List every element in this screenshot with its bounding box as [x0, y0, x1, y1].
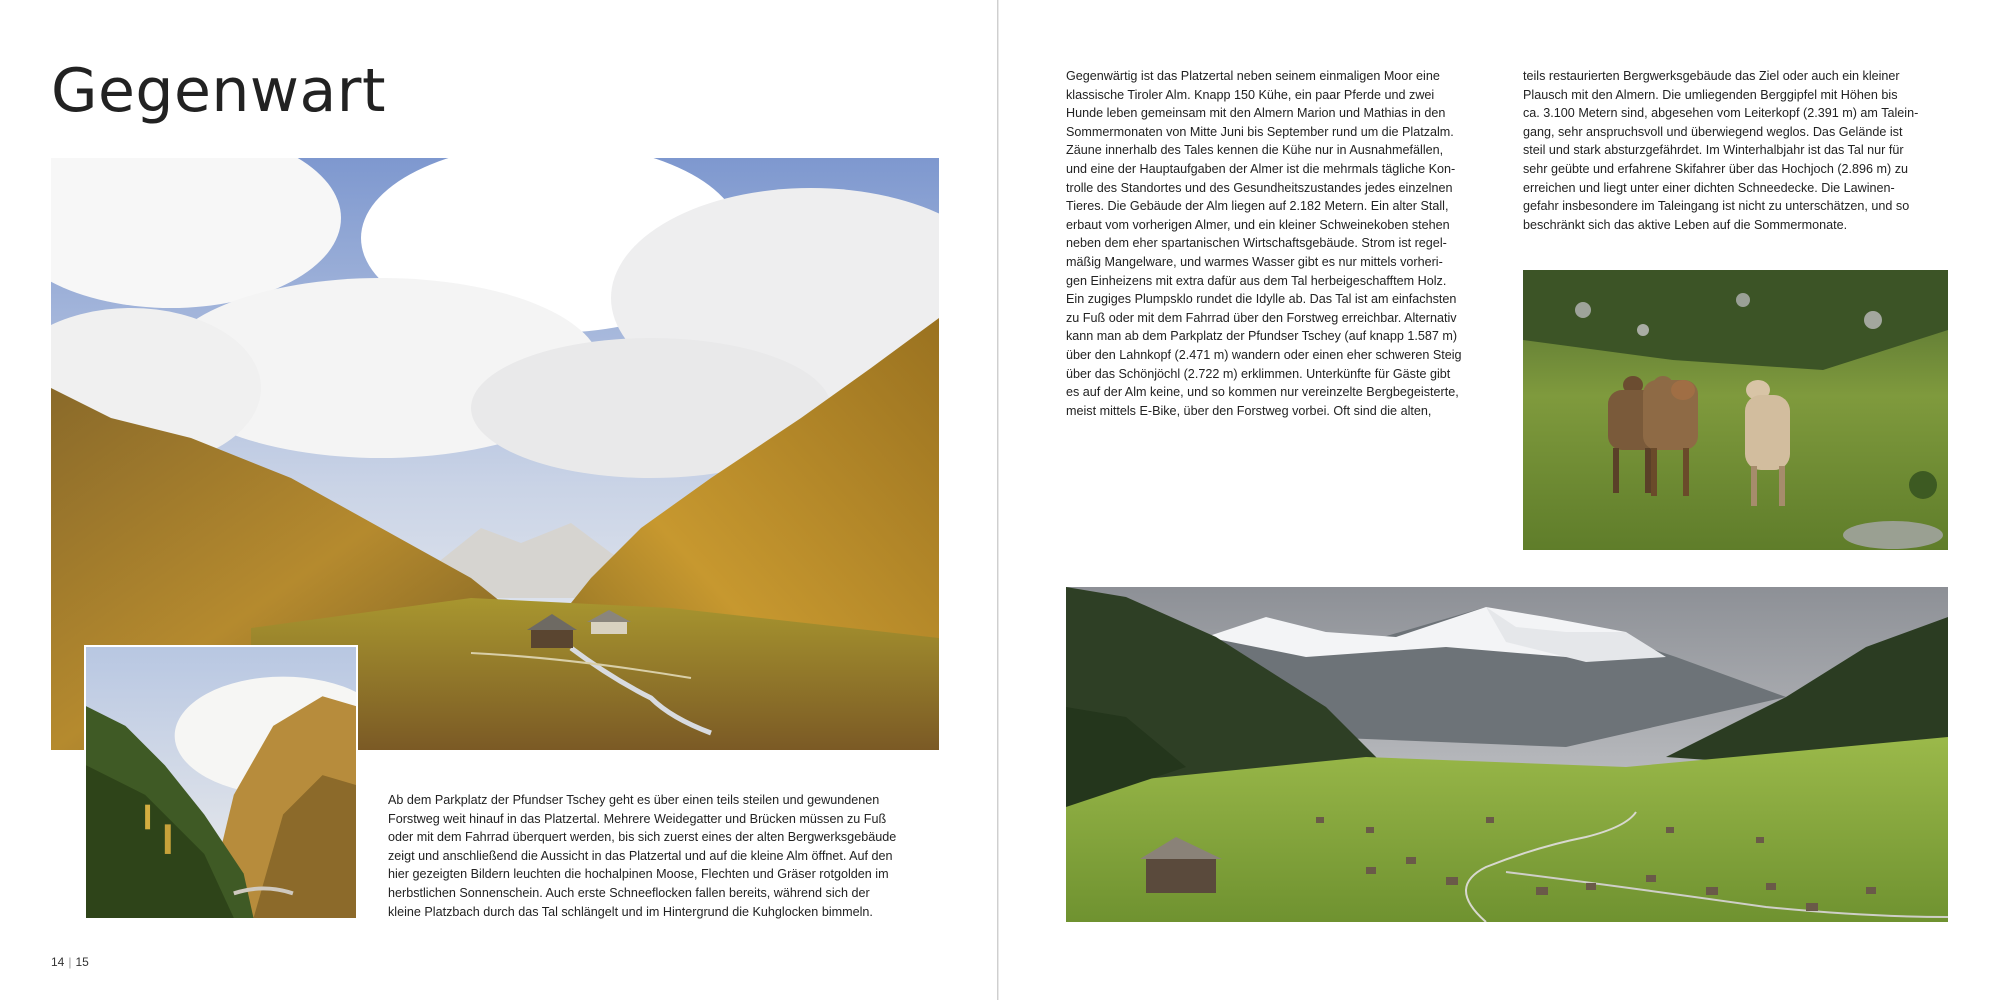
body-line: beschränkt sich das aktive Leben auf die Sommermonate.: [1523, 217, 1848, 232]
inset-photo: [84, 645, 358, 920]
body-line: erbaut vom vorherigen Almer, und ein kleiner Schweinekoben stehen: [1066, 217, 1450, 232]
body-line: trolle des Standortes und des Gesundheitszustandes jedes einzelnen: [1066, 180, 1453, 195]
body-line: über das Schönjöchl (2.722 m) erklimmen. Unterkünfte für Gäste gibt: [1066, 366, 1451, 381]
cows-photo: [1523, 270, 1948, 550]
body-line: steil und stark absturzgefährdet. Im Winterhalbjahr ist das Tal nur für: [1523, 143, 1904, 158]
body-line: ca. 3.100 Metern sind, abgesehen vom Leiterkopf (2.391 m) am Talein-: [1523, 106, 1919, 121]
body-line: Gegenwärtig ist das Platzertal neben seinem einmaligen Moor eine: [1066, 69, 1440, 83]
body-line: Tieres. Die Gebäude der Alm liegen auf 2.182 Metern. Ein alter Stall,: [1066, 199, 1449, 214]
body-line: sehr geübte und erfahrene Skifahrer über das Hochjoch (2.896 m) zu: [1523, 161, 1909, 176]
body-line: teils restaurierten Bergwerksgebäude das Ziel oder auch ein kleiner: [1523, 69, 1900, 83]
body-line: Ein zugiges Plumpsklo rundet die Idylle ab. Das Tal ist am einfachsten: [1066, 292, 1457, 307]
left-caption: [388, 791, 948, 921]
alm-photo: [1066, 587, 1948, 922]
body-line: neben dem eher spartanischen Wirtschaftsgebäude. Strom ist regel-: [1066, 236, 1447, 251]
body-line: kann man ab dem Parkplatz der Pfundser Tschey (auf knapp 1.587 m): [1066, 329, 1458, 344]
page-numbers: [51, 955, 89, 969]
left-caption-line: oder mit dem Fahrrad überquert werden, bis sich zuerst eines der alten Bergwerksgebäude: [388, 830, 897, 845]
left-caption-line: kleine Platzbach durch das Tal schlängelt und im Hintergrund die Kuhglocken bimmeln.: [388, 904, 873, 919]
body-line: meist mittels E-Bike, über den Forstweg vorbei. Oft sind die alten,: [1066, 403, 1432, 418]
folio-separator: |: [68, 955, 72, 969]
left-caption-line: Forstweg weit hinauf in das Platzertal. Mehrere Weidegatter und Brücken müssen zu Fuß: [388, 811, 887, 826]
body-line: gefahr insbesondere im Taleingang ist nicht zu unterschätzen, und so: [1523, 199, 1910, 214]
body-line: Sommermonaten von Mitte Juni bis September rund um die Platzalm.: [1066, 124, 1454, 139]
right-page: [999, 0, 1999, 1000]
body-line: erreichen und liegt unter einer dichten Schneedecke. Die Lawinen-: [1523, 180, 1895, 195]
body-line: mäßig Mangelware, und warmes Wasser gibt es nur mittels vorheri-: [1066, 254, 1443, 269]
left-caption-line: hier gezeigten Bildern leuchten die hochalpinen Moose, Flechten und Gräser rotgolden im: [388, 867, 889, 882]
body-line: es auf der Alm keine, und so kommen nur vereinzelte Bergbegeisterte,: [1066, 385, 1459, 400]
body-line: gang, sehr anspruchsvoll und überwiegend weglos. Das Gelände ist: [1523, 124, 1903, 139]
body-line: klassische Tiroler Alm. Knapp 150 Kühe, ein paar Pferde und zwei: [1066, 87, 1435, 102]
page-title: Gegenwart: [51, 56, 386, 126]
body-line: zu Fuß oder mit dem Fahrrad über den Forstweg erreichbar. Alternativ: [1066, 310, 1457, 325]
body-line: gen Einheizens mit extra dafür aus dem Tal herbeigeschafftem Holz.: [1066, 273, 1447, 288]
body-line: Plausch mit den Almern. Die umliegenden Berggipfel mit Höhen bis: [1523, 87, 1898, 102]
left-caption-line: zeigt und anschließend die Aussicht in das Platzertal und auf die kleine Alm öffnet. Auf den: [388, 848, 893, 863]
body-column-1: [1066, 67, 1496, 420]
page-number-right: 15: [75, 955, 89, 969]
body-column-2: [1523, 67, 1953, 234]
body-line: über den Lahnkopf (2.471 m) wandern oder einen eher schweren Steig: [1066, 347, 1462, 362]
left-caption-line: Ab dem Parkplatz der Pfundser Tschey geht es über einen teils steilen und gewundenen: [388, 793, 880, 807]
page-number-left: 14: [51, 955, 65, 969]
left-caption-line: herbstlichen Sonnenschein. Auch erste Schneeflocken fallen bereits, während sich der: [388, 885, 870, 900]
body-line: und eine der Hauptaufgaben der Almer ist die mehrmals tägliche Kon-: [1066, 161, 1456, 176]
body-line: Zäune innerhalb des Tales kennen die Kühe nur in Ausnahmefällen,: [1066, 143, 1444, 158]
body-line: Hunde leben gemeinsam mit den Almern Marion und Mathias in den: [1066, 106, 1446, 121]
left-page: [0, 0, 998, 1000]
